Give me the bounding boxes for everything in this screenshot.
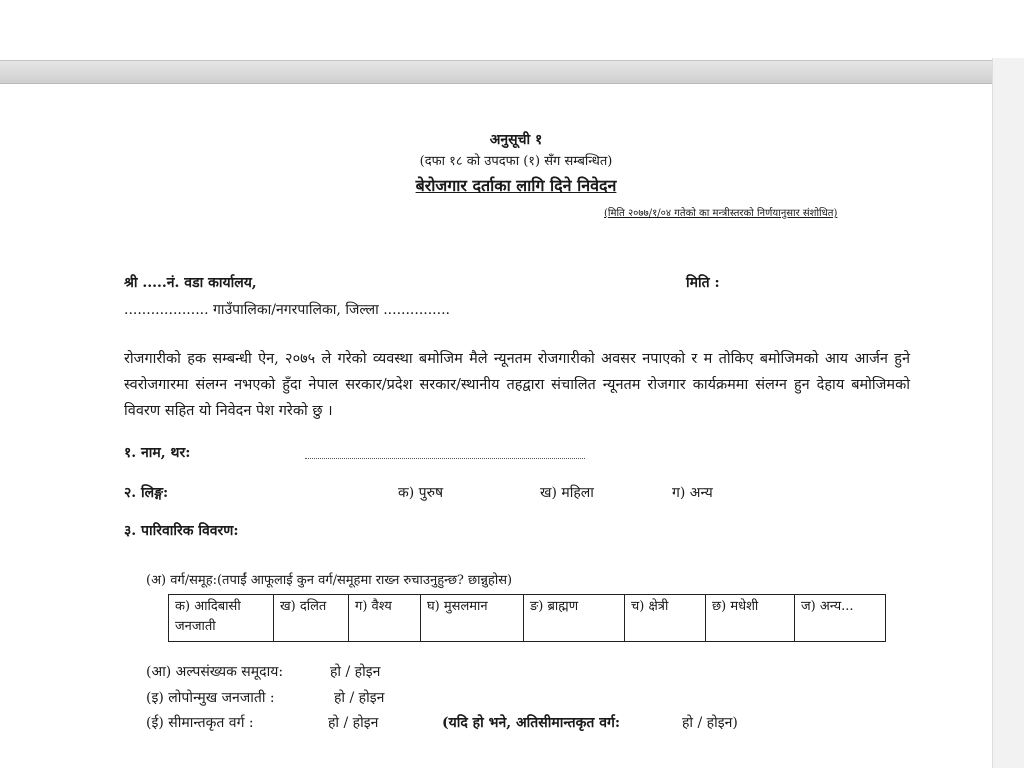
endangered-options[interactable]: हो / होइन: [334, 690, 385, 706]
extreme-marginalized-options[interactable]: हो / होइन): [682, 715, 738, 731]
caste-option-madhesi[interactable]: छ) मधेशी: [706, 595, 795, 642]
name-label: १. नाम, थर:: [124, 445, 191, 461]
minority-options[interactable]: हो / होइन: [330, 664, 381, 680]
marginalized-label: (ई) सीमान्तकृत वर्ग :: [146, 715, 254, 731]
caste-option-chhetri[interactable]: च) क्षेत्री: [625, 595, 706, 642]
caste-options-table: [168, 594, 886, 642]
caste-option-brahmin[interactable]: ङ) ब्राह्मण: [524, 595, 625, 642]
application-intro: रोजगारीको हक सम्बन्धी ऐन, २०७५ ले गरेको व्यवस्था बमोजिम मैले न्यूनतम रोजगारीको अवसर नपाएको र म तोकिए बमोजिमको आय आर्जन हुने स्वरोजगारमा संलग्न नभएको हुँदा नेपाल सरकार/प्रदेश सरकार/स्थानीय तहद्वारा संचालित न्यूनतम रोजगार कार्यक्रममा संलग्न हुन देहाय बमोजिमको विवरण सहित यो निवेदन पेश गरेको छु ।: [124, 351, 910, 419]
gender-label: २. लिङ्ग:: [124, 485, 169, 501]
viewer-top-area: [0, 0, 1024, 58]
gender-option-other[interactable]: ग) अन्य: [672, 485, 713, 501]
date-label: मिति :: [686, 275, 720, 291]
municipality-line: ................... गाउँपालिका/नगरपालिका, जिल्ला ...............: [124, 302, 450, 318]
form-title: बेरोजगार दर्ताका लागि दिने निवेदन: [415, 176, 617, 195]
endangered-label: (इ) लोपोन्मुख जनजाती :: [146, 690, 275, 706]
minority-label: (आ) अल्पसंख्यक समूदाय:: [146, 664, 284, 680]
name-blank[interactable]: [305, 458, 585, 459]
vertical-scrollbar[interactable]: [992, 58, 1024, 768]
annex-title: अनुसूची १: [489, 132, 543, 148]
caste-option-dalit[interactable]: ख) दलित: [274, 595, 349, 642]
caste-option-other[interactable]: ज) अन्य...: [795, 595, 886, 642]
gender-option-male[interactable]: क) पुरुष: [398, 485, 444, 501]
gender-option-female[interactable]: ख) महिला: [540, 485, 594, 501]
caste-option-vaishya[interactable]: ग) वैश्य: [349, 595, 421, 642]
viewer-toolbar: [0, 60, 992, 84]
family-details-label: ३. पारिवारिक विवरण:: [124, 523, 239, 539]
caste-option-muslim[interactable]: घ) मुसलमान: [421, 595, 524, 642]
amendment-note: (मिति २०७७/१/०४ गतेको का मन्त्रीस्तरको निर्णयानुसार संशोधित): [604, 208, 838, 219]
marginalized-options[interactable]: हो / होइन: [328, 715, 379, 731]
extreme-marginalized-label: (यदि हो भने, अतिसीमान्तकृत वर्ग:: [442, 715, 621, 731]
caste-option-adibasi[interactable]: क) आदिबासी जनजाती: [169, 595, 274, 642]
caste-instruction: (अ) वर्ग/समूह:(तपाईं आफूलाई कुन वर्ग/समूहमा राख्न रुचाउनुहुन्छ? छान्नुहोस): [146, 573, 513, 588]
office-address: श्री .....नं. वडा कार्यालय,: [124, 275, 257, 291]
annex-subtitle: (दफा १८ को उपदफा (१) सँग सम्बन्धित): [419, 154, 613, 169]
